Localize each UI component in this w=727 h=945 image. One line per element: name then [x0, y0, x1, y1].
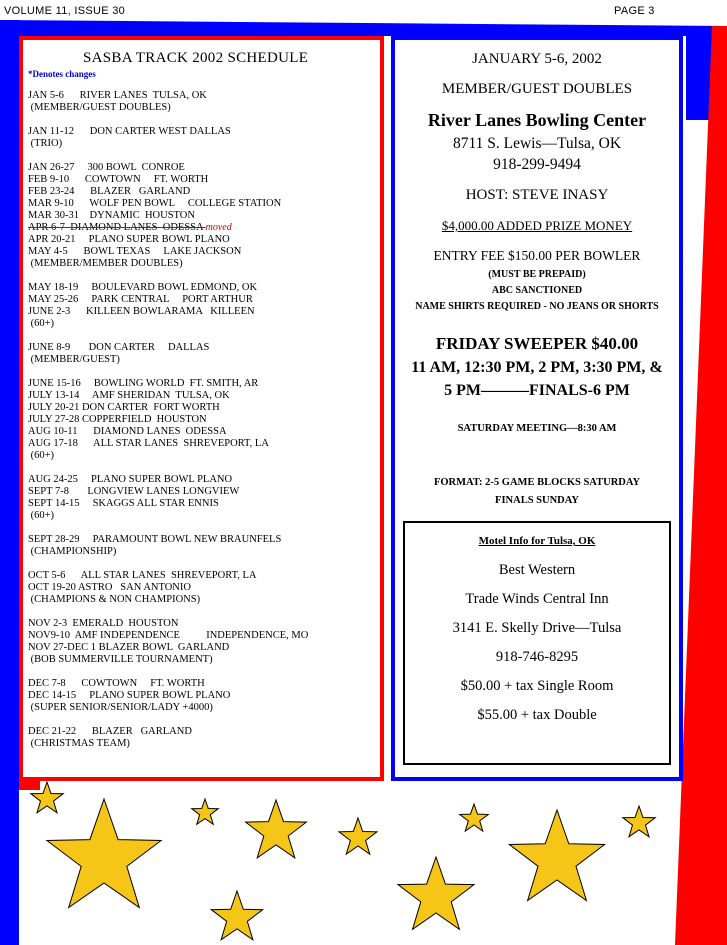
schedule-row: DEC 7-8 COWTOWN FT. WORTH [28, 678, 205, 689]
motel-info-box [403, 521, 671, 765]
schedule-row: MAR 30-31 DYNAMIC HOUSTON [28, 210, 195, 221]
schedule-row: JAN 26-27 300 BOWL CONROE [28, 162, 185, 173]
schedule-row: SEPT 7-8 LONGVIEW LANES LONGVIEW [28, 486, 240, 497]
schedule-row: JULY 27-28 COPPERFIELD HOUSTON [28, 414, 207, 425]
schedule-row: JAN 11-12 DON CARTER WEST DALLAS [28, 126, 231, 137]
star-icon [246, 800, 307, 858]
schedule-gap [28, 666, 378, 678]
moved-note: moved [205, 222, 232, 233]
schedule-row: (60+) [28, 510, 55, 521]
star-icon [623, 806, 655, 837]
schedule-row: MAR 9-10 WOLF PEN BOWL COLLEGE STATION [28, 198, 282, 209]
sweeper-finals: 5 PM———FINALS-6 PM [444, 382, 630, 399]
schedule-row: (CHRISTMAS TEAM) [28, 738, 130, 749]
event-type: MEMBER/GUEST DOUBLES [441, 81, 633, 97]
schedule-gap [28, 150, 378, 162]
schedule-row: JULY 20-21 DON CARTER FORT WORTH [28, 402, 220, 413]
schedule-title: SASBA TRACK 2002 SCHEDULE [83, 50, 309, 66]
schedule-row: JULY 13-14 AMF SHERIDAN TULSA, OK [28, 390, 230, 401]
schedule-gap [28, 270, 378, 282]
motel-inn: Trade Winds Central Inn [465, 591, 609, 607]
schedule-row: NOV 27-DEC 1 BLAZER BOWL GARLAND [28, 642, 230, 653]
schedule-gap [28, 114, 378, 126]
venue-phone: 918-299-9494 [493, 156, 581, 173]
schedule-row: (60+) [28, 450, 55, 461]
schedule-gap [28, 606, 378, 618]
star-icon [211, 891, 262, 940]
sweeper-times: 11 AM, 12:30 PM, 2 PM, 3:30 PM, & [411, 359, 663, 376]
schedule-row: DEC 14-15 PLANO SUPER BOWL PLANO [28, 690, 231, 701]
schedule-row: OCT 19-20 ASTRO SAN ANTONIO [28, 582, 191, 593]
star-icon [460, 804, 489, 831]
single-room-rate: $50.00 + tax Single Room [460, 678, 614, 694]
motel-name: Best Western [498, 562, 576, 578]
friday-sweeper: FRIDAY SWEEPER $40.00 [435, 334, 639, 353]
schedule-gap [28, 462, 378, 474]
schedule-row: AUG 17-18 ALL STAR LANES SHREVEPORT, LA [28, 438, 269, 449]
double-room-rate: $55.00 + tax Double [477, 707, 597, 723]
schedule-row: (SUPER SENIOR/SENIOR/LADY +4000) [28, 702, 213, 713]
star-icon [192, 799, 219, 824]
saturday-meeting: SATURDAY MEETING—8:30 AM [457, 423, 617, 434]
schedule-gap [28, 522, 378, 534]
star-icon [398, 857, 474, 929]
entry-fee: ENTRY FEE $150.00 PER BOWLER [433, 248, 641, 263]
schedule-row: FEB 9-10 COWTOWN FT. WORTH [28, 174, 209, 185]
event-panel [391, 36, 683, 781]
schedule-list [28, 90, 378, 750]
schedule-row: (MEMBER/GUEST) [28, 354, 120, 365]
dress-code: NAME SHIRTS REQUIRED - NO JEANS OR SHORTS [415, 301, 659, 312]
schedule-row: (CHAMPIONS & NON CHAMPIONS) [28, 594, 201, 605]
prize-money: $4,000.00 ADDED PRIZE MONEY [441, 218, 633, 233]
schedule-row: SEPT 14-15 SKAGGS ALL STAR ENNIS [28, 498, 219, 509]
motel-title: Motel Info for Tulsa, OK [478, 535, 596, 547]
schedule-row: AUG 24-25 PLANO SUPER BOWL PLANO [28, 474, 233, 485]
stars-group [31, 782, 655, 940]
schedule-row: MAY 4-5 BOWL TEXAS LAKE JACKSON [28, 246, 242, 257]
motel-address: 3141 E. Skelly Drive—Tulsa [452, 620, 622, 636]
schedule-row: NOV 2-3 EMERALD HOUSTON [28, 618, 179, 629]
schedule-gap [28, 366, 378, 378]
schedule-panel [19, 36, 384, 781]
event-date: JANUARY 5-6, 2002 [472, 51, 602, 67]
blue-top-band [0, 20, 727, 36]
schedule-gap [28, 558, 378, 570]
schedule-row: JAN 5-6 RIVER LANES TULSA, OK [28, 90, 207, 101]
star-icon [339, 818, 377, 854]
schedule-row: APR 20-21 PLANO SUPER BOWL PLANO [28, 234, 230, 245]
motel-phone: 918-746-8295 [495, 649, 579, 665]
changes-note: *Denotes changes [28, 69, 96, 79]
format-line: FORMAT: 2-5 GAME BLOCKS SATURDAY [433, 477, 641, 488]
schedule-row: AUG 10-11 DIAMOND LANES ODESSA [28, 426, 227, 437]
schedule-row: (60+) [28, 318, 55, 329]
schedule-row: (TRIO) [28, 138, 63, 149]
schedule-gap [28, 714, 378, 726]
schedule-row: MAY 18-19 BOULEVARD BOWL EDMOND, OK [28, 282, 258, 293]
schedule-row: NOV9-10 AMF INDEPENDENCE INDEPENDENCE, MO [28, 630, 309, 641]
volume-label: VOLUME 11, ISSUE 30 [4, 5, 126, 17]
star-icon [47, 799, 161, 908]
prepaid-note: (MUST BE PREPAID) [488, 269, 586, 280]
schedule-row: JUNE 2-3 KILLEEN BOWLARAMA KILLEEN [28, 306, 255, 317]
schedule-row: FEB 23-24 BLAZER GARLAND [28, 186, 191, 197]
schedule-row: SEPT 28-29 PARAMOUNT BOWL NEW BRAUNFELS [28, 534, 282, 545]
schedule-row: (MEMBER/MEMBER DOUBLES) [28, 258, 183, 269]
schedule-row: JUNE 15-16 BOWLING WORLD FT. SMITH, AR [28, 378, 259, 389]
page-number: PAGE 3 [614, 5, 655, 17]
schedule-row: (MEMBER/GUEST DOUBLES) [28, 102, 171, 113]
schedule-row: (BOB SUMMERVILLE TOURNAMENT) [28, 654, 213, 665]
schedule-row: JUNE 8-9 DON CARTER DALLAS [28, 342, 210, 353]
struck-entry: APR 6-7 DIAMOND LANES ODESSA [28, 222, 206, 233]
host-line: HOST: STEVE INASY [465, 187, 609, 203]
schedule-gap [28, 330, 378, 342]
schedule-row: OCT 5-6 ALL STAR LANES SHREVEPORT, LA [28, 570, 257, 581]
schedule-row-struck [28, 222, 378, 234]
finals-sunday: FINALS SUNDAY [495, 495, 579, 506]
schedule-row: MAY 25-26 PARK CENTRAL PORT ARTHUR [28, 294, 253, 305]
star-icon [509, 810, 604, 901]
venue-name: River Lanes Bowling Center [427, 110, 647, 130]
blue-left-wedge [0, 20, 19, 945]
schedule-row: (CHAMPIONSHIP) [28, 546, 117, 557]
schedule-row: DEC 21-22 BLAZER GARLAND [28, 726, 192, 737]
venue-address: 8711 S. Lewis—Tulsa, OK [452, 135, 622, 152]
abc-sanctioned: ABC SANCTIONED [491, 285, 583, 296]
